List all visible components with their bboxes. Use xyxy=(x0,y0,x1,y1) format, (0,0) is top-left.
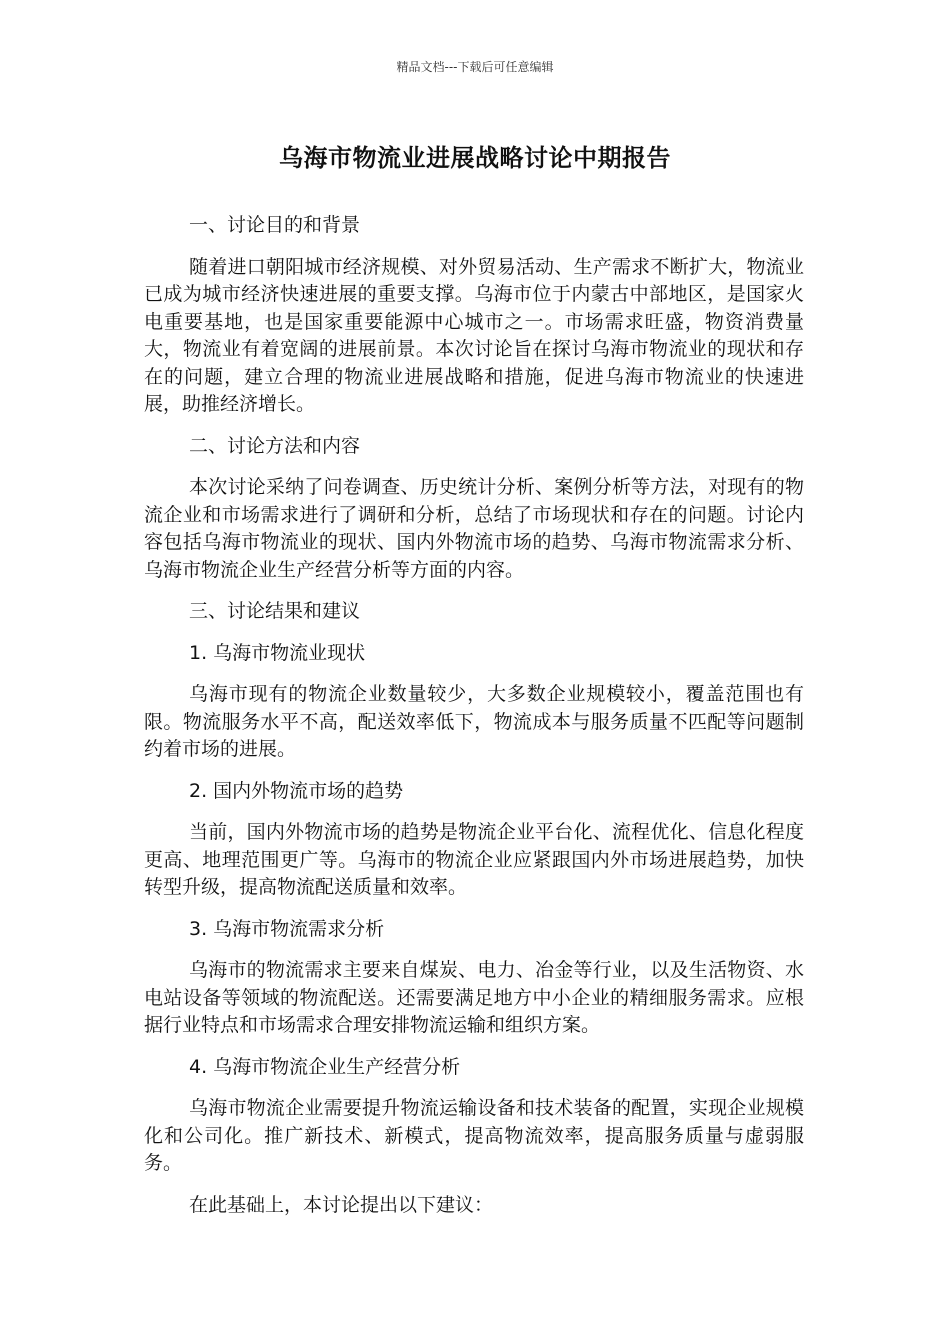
subsection-2-paragraph: 当前，国内外物流市场的趋势是物流企业平台化、流程优化、信息化程度更高、地理范围更广等。乌海市的物流企业应紧跟国内外市场进展趋势，加快转型升级，提高物流配送质量和效率。 xyxy=(144,821,804,898)
subsection-1-heading: 1. 乌海市物流业现状 xyxy=(189,641,366,664)
subsection-1-paragraph: 乌海市现有的物流企业数量较少，大多数企业规模较小，覆盖范围也有限。物流服务水平不高，配送效率低下，物流成本与服务质量不匹配等问题制约着市场的进展。 xyxy=(144,683,804,760)
subsection-4-paragraph: 乌海市物流企业需要提升物流运输设备和技术装备的配置，实现企业规模化和公司化。推广新技术、新模式，提高物流效率，提高服务质量与虚弱服务。 xyxy=(144,1097,804,1174)
subsection-3-paragraph: 乌海市的物流需求主要来自煤炭、电力、冶金等行业，以及生活物资、水电站设备等领域的物流配送。还需要满足地方中小企业的精细服务需求。应根据行业特点和市场需求合理安排物流运输和组织方案。 xyxy=(144,959,804,1036)
page-title: 乌海市物流业进展战略讨论中期报告 xyxy=(279,144,671,172)
section-1-paragraph: 随着进口朝阳城市经济规模、对外贸易活动、生产需求不断扩大，物流业已成为城市经济快速进展的重要支撑。乌海市位于内蒙古中部地区，是国家火电重要基地，也是国家重要能源中心城市之一。市场需求旺盛，物资消费量大，物流业有着宽阔的进展前景。本次讨论旨在探讨乌海市物流业的现状和存在的问题，建立合理的物流业进展战略和措施，促进乌海市物流业的快速进展，助推经济增长。 xyxy=(144,255,804,415)
subsection-2-heading: 2. 国内外物流市场的趋势 xyxy=(189,779,404,802)
subsection-4-heading: 4. 乌海市物流企业生产经营分析 xyxy=(189,1055,461,1078)
header-note: 精品文档---下载后可任意编辑 xyxy=(396,60,554,74)
section-1-heading: 一、讨论目的和背景 xyxy=(189,214,361,236)
section-3-heading: 三、讨论结果和建议 xyxy=(189,600,361,622)
document-body xyxy=(144,212,804,1233)
section-2-paragraph: 本次讨论采纳了问卷调查、历史统计分析、案例分析等方法，对现有的物流企业和市场需求进行了调研和分析，总结了市场现状和存在的问题。讨论内容包括乌海市物流业的现状、国内外物流市场的趋势、乌海市物流需求分析、乌海市物流企业生产经营分析等方面的内容。 xyxy=(144,476,804,581)
subsection-3-heading: 3. 乌海市物流需求分析 xyxy=(189,917,385,940)
section-2-heading: 二、讨论方法和内容 xyxy=(189,434,361,457)
closing-paragraph: 在此基础上，本讨论提出以下建议： xyxy=(189,1193,494,1216)
